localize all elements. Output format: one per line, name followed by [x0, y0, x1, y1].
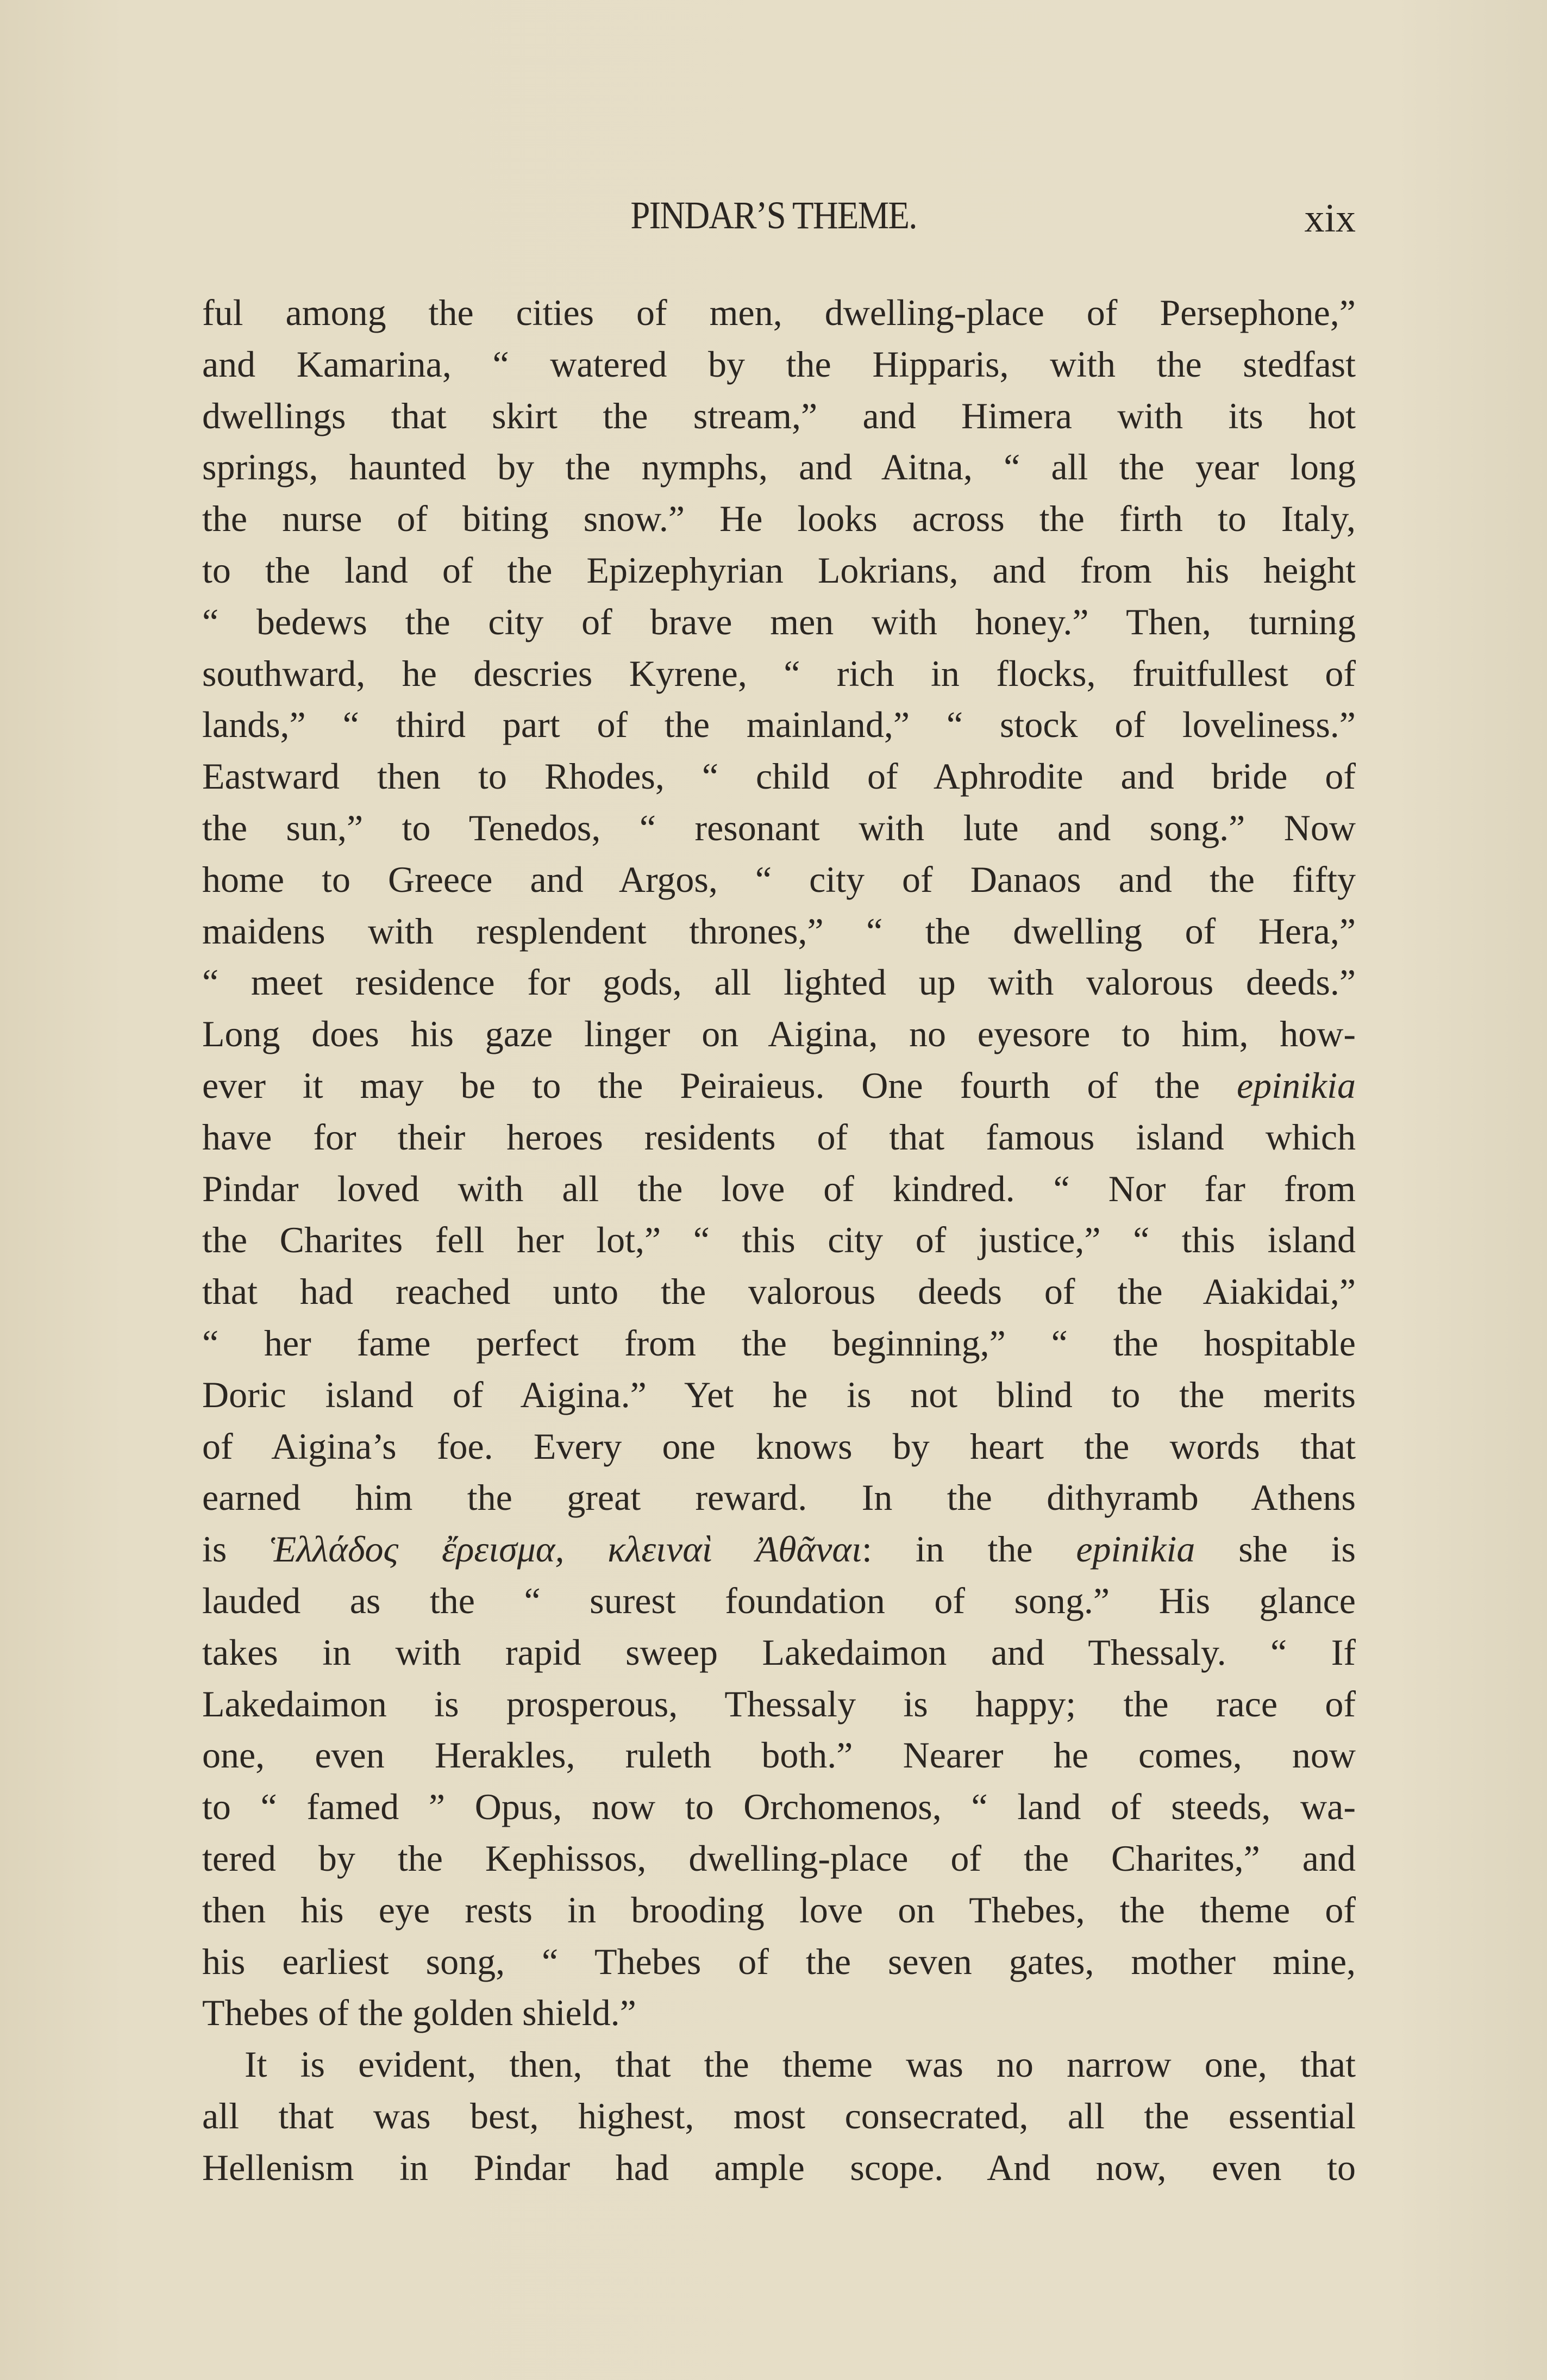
text-segment: then his eye rests in brooding love on Thebes, the theme of: [202, 1889, 1356, 1931]
text-segment: the nurse of biting snow.” He looks across the firth to Italy,: [202, 498, 1356, 540]
text-line: [202, 1678, 1356, 1730]
text-segment: takes in with rapid sweep Lakedaimon and Thessaly. “ If: [202, 1631, 1356, 1673]
text-segment: the Charites fell her lot,” “ this city of justice,” “ this island: [202, 1219, 1356, 1261]
text-segment: his earliest song, “ Thebes of the seven gates, mother mine,: [202, 1940, 1356, 1982]
text-segment: earned him the great reward. In the dithyramb Athens: [202, 1477, 1356, 1519]
text-line: [202, 1884, 1356, 1936]
text-line: [202, 802, 1356, 854]
text-segment: southward, he descries Kyrene, “ rich in flocks, fruitfullest of: [202, 652, 1356, 694]
text-line: [202, 1369, 1356, 1421]
text-segment: “ her fame perfect from the beginning,” “ the hospitable: [202, 1322, 1356, 1364]
text-line: [202, 2142, 1356, 2194]
text-segment: ever it may be to the Peiraieus. One fourth of the: [202, 1064, 1237, 1106]
text-line: [202, 751, 1356, 802]
text-line: [202, 441, 1356, 493]
text-segment: Thebes of the golden shield.”: [202, 1992, 636, 2034]
text-segment: : in the: [862, 1528, 1076, 1570]
text-segment: the sun,” to Tenedos, “ resonant with lute and song.” Now: [202, 807, 1356, 848]
text-line: [202, 1575, 1356, 1627]
text-line: [202, 545, 1356, 596]
text-segment: Hellenism in Pindar had ample scope. And now, even to: [202, 2146, 1356, 2188]
text-line: [202, 339, 1356, 390]
text-line: [202, 957, 1356, 1008]
text-segment: maidens with resplendent thrones,” “ the dwelling of Hera,”: [202, 910, 1356, 952]
text-segment: and Kamarina, “ watered by the Hipparis, with the stedfast: [202, 343, 1356, 385]
text-segment: tered by the Kephissos, dwelling-place of the Charites,” and: [202, 1837, 1356, 1879]
text-line: [202, 287, 1356, 339]
text-line: [202, 1472, 1356, 1523]
text-line: [202, 2090, 1356, 2142]
text-segment: ful among the cities of men, dwelling-place of Persephone,”: [202, 292, 1356, 333]
text-segment: is: [202, 1528, 271, 1570]
text-line: [202, 1627, 1356, 1678]
text-segment: all that was best, highest, most consecrated, all the essential: [202, 2095, 1356, 2137]
text-segment: Long does his gaze linger on Aigina, no eyesore to him, how-: [202, 1013, 1356, 1055]
text-line: [202, 493, 1356, 545]
italic-text: epinikia: [1076, 1528, 1195, 1570]
text-line: [202, 1936, 1356, 1988]
text-line: [202, 905, 1356, 957]
text-line: [202, 1317, 1356, 1369]
text-line: [202, 1060, 1356, 1111]
running-title: PINDAR’S THEME.: [630, 193, 917, 237]
text-segment: of Aigina’s foe. Every one knows by heart the words that: [202, 1425, 1356, 1467]
text-segment: to “ famed ” Opus, now to Orchomenos, “ land of steeds, wa-: [202, 1786, 1356, 1828]
text-line: [202, 854, 1356, 905]
text-segment: springs, haunted by the nymphs, and Aitna, “ all the year long: [202, 446, 1356, 488]
text-line: [202, 1008, 1356, 1060]
italic-text: Ἑλλάδος ἔρεισμα, κλειναὶ Ἀθᾶναι: [270, 1528, 862, 1570]
text-segment: dwellings that skirt the stream,” and Himera with its hot: [202, 395, 1356, 436]
text-line: [202, 1214, 1356, 1266]
text-segment: lands,” “ third part of the mainland,” “ stock of loveliness.”: [202, 704, 1356, 746]
body-text: [202, 287, 1356, 2193]
text-line: [202, 596, 1356, 648]
text-line: [202, 648, 1356, 699]
text-segment: It is evident, then, that the theme was no narrow one, that: [245, 2044, 1356, 2085]
text-line: [202, 1729, 1356, 1781]
text-line: [202, 1523, 1356, 1575]
text-segment: Pindar loved with all the love of kindred. “ Nor far from: [202, 1167, 1356, 1209]
text-segment: lauded as the “ surest foundation of song.” His glance: [202, 1579, 1356, 1621]
text-segment: “ bedews the city of brave men with honey.” Then, turning: [202, 601, 1356, 642]
text-line: [202, 1781, 1356, 1833]
text-segment: Eastward then to Rhodes, “ child of Aphrodite and bride of: [202, 755, 1356, 797]
italic-text: epinikia: [1236, 1064, 1356, 1106]
text-line: [202, 1421, 1356, 1472]
text-segment: “ meet residence for gods, all lighted up with valorous deeds.”: [202, 961, 1356, 1003]
text-line: [202, 1987, 1356, 2039]
text-segment: to the land of the Epizephyrian Lokrians, and from his height: [202, 549, 1356, 591]
text-line: [202, 1111, 1356, 1163]
text-segment: that had reached unto the valorous deeds of the Aiakidai,”: [202, 1271, 1356, 1313]
text-segment: Doric island of Aigina.” Yet he is not blind to the merits: [202, 1373, 1356, 1415]
text-segment: one, even Herakles, ruleth both.” Nearer he comes, now: [202, 1734, 1356, 1776]
text-line: [202, 1266, 1356, 1317]
page-number: xix: [1304, 196, 1356, 241]
text-segment: she is: [1195, 1528, 1356, 1570]
text-line: [202, 390, 1356, 442]
text-line: [202, 2039, 1356, 2090]
text-line: [202, 1833, 1356, 1884]
text-line: [202, 1163, 1356, 1215]
text-segment: have for their heroes residents of that famous island which: [202, 1116, 1356, 1158]
text-segment: home to Greece and Argos, “ city of Danaos and the fifty: [202, 858, 1356, 900]
text-segment: Lakedaimon is prosperous, Thessaly is happy; the race of: [202, 1683, 1356, 1725]
text-line: [202, 699, 1356, 751]
